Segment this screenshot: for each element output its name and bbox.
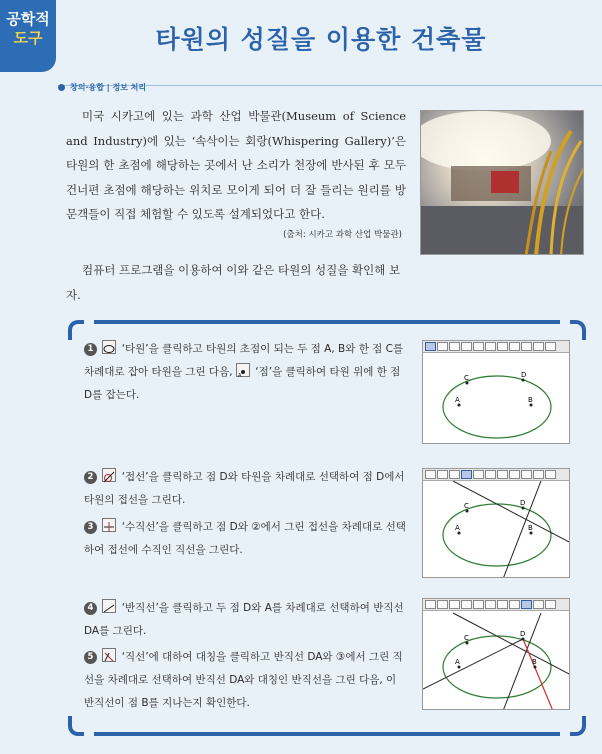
intro-paragraph: 미국 시카고에 있는 과학 산업 박물관(Museum of Science and Industry)에 있는 ‘속삭이는 회랑(Whispering Gallery)’은 타원의 한 초점에 해당하는 곳에서 난 소리가 천장에 반사된 후 모두 건너편 초점에 해당하는 위치로 모이게 되어 더 잘 들리는 원리를 방문객들이 직접 체험할 수 있도록 설계되었다고 한다. [66, 109, 406, 221]
gallery-photo [420, 110, 584, 255]
svg-text:A: A [455, 658, 460, 666]
steps-frame-bottom [68, 716, 586, 736]
subject-text: 창의·융합 | 정보 처리 [70, 83, 147, 92]
step-text-continued: ‘점’을 클릭하여 타원 위에 한 점 D를 잡는다. [84, 366, 401, 401]
svg-text:D: D [521, 371, 527, 379]
svg-text:A: A [237, 373, 242, 378]
svg-text:B: B [528, 396, 533, 404]
step-number: 1 [84, 343, 97, 356]
svg-text:C: C [464, 634, 469, 642]
ellipse-tool-icon [102, 340, 116, 354]
page-title: 타원의 성질을 이용한 건축물 [155, 25, 487, 54]
svg-text:A: A [455, 524, 460, 532]
reflect-tool-icon [102, 648, 116, 662]
screenshot-step1 [422, 340, 570, 444]
step-number: 2 [84, 471, 97, 484]
svg-text:B: B [528, 524, 533, 532]
screenshot-step2-3 [422, 468, 570, 578]
step-number: 4 [84, 602, 97, 615]
step-number: 3 [84, 521, 97, 534]
badge-line2: 도구 [13, 29, 43, 47]
screenshot-step4-5 [422, 598, 570, 710]
step-number: 5 [84, 651, 97, 664]
steps-frame-top [68, 320, 586, 340]
svg-text:B: B [532, 658, 537, 666]
point-tool-icon [236, 363, 250, 377]
task-paragraph: 컴퓨터 프로그램을 이용하여 이와 같은 타원의 성질을 확인해 보자. [66, 263, 401, 302]
perpendicular-tool-icon [102, 518, 116, 532]
step-text: ‘타원’을 클릭하고 타원의 초점이 되는 두 점 A, B와 한 점 C를 차례대로 잡아 타원을 그린 다음, [84, 343, 404, 378]
badge-line1: 공학적 [6, 10, 50, 28]
subject-label [58, 82, 146, 93]
ray-tool-icon [102, 599, 116, 613]
step-text: ‘반직선’을 클릭하고 두 점 D와 A를 차례대로 선택하여 반직선 DA를 그린다. [84, 602, 404, 637]
bullet-icon [58, 84, 65, 91]
step-3 [84, 516, 406, 562]
step-text: ‘수직선’을 클릭하고 점 D와 ②에서 그린 접선을 차례대로 선택하여 접선에 수직인 직선을 그린다. [84, 521, 406, 556]
step-text: ‘직선’에 대하여 대칭을 클릭하고 반직선 DA와 ③에서 그린 직선을 차례대로 선택하여 반직선 DA와 대칭인 반직선을 그린 다음, 이 반직선이 점 B를 지나는지 확인한다. [84, 651, 403, 709]
step-text: ‘접선’을 클릭하고 점 D와 타원을 차례대로 선택하여 점 D에서 타원의 접선을 그린다. [84, 471, 405, 506]
photo-illustration [421, 111, 584, 255]
source-note: (출처: 시카고 과학 산업 박물관) [283, 230, 402, 240]
tangent-tool-icon [102, 468, 116, 482]
svg-text:D: D [520, 630, 526, 638]
step-4 [84, 597, 406, 643]
svg-text:C: C [464, 374, 469, 382]
svg-text:A: A [455, 396, 460, 404]
step-1 [84, 338, 406, 407]
step-5 [84, 646, 406, 715]
svg-text:C: C [464, 502, 469, 510]
svg-text:D: D [520, 499, 526, 507]
step-2 [84, 466, 406, 512]
